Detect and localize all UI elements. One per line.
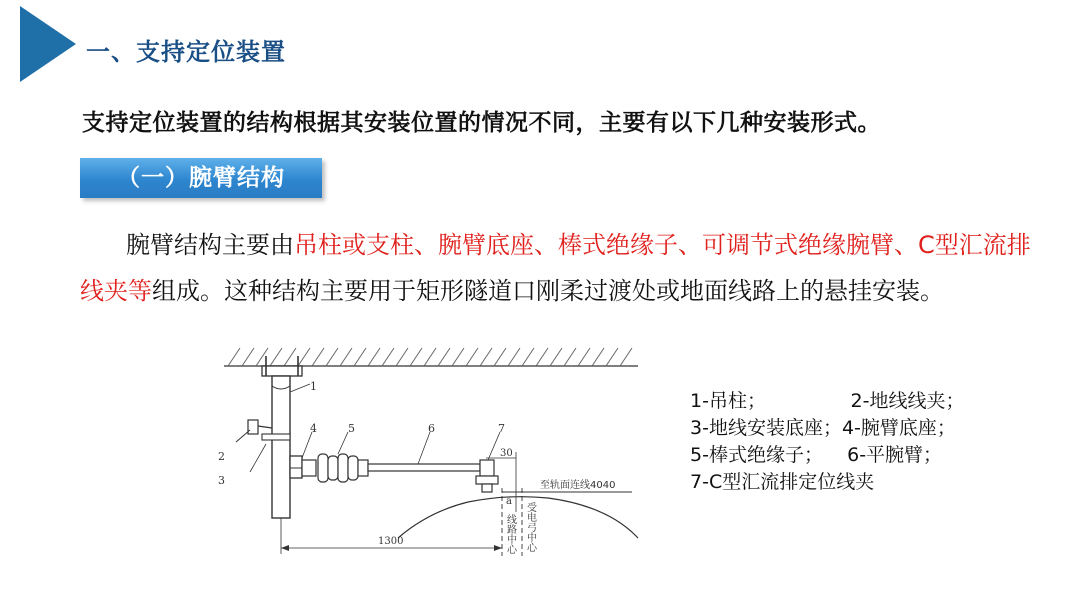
label-dim-a: a: [506, 496, 512, 507]
label-5: 5: [348, 422, 355, 435]
label-rail-line: 至轨面连线4040: [540, 480, 616, 491]
intro-text: 支持定位装置的结构根据其安装位置的情况不同，主要有以下几种安装形式。: [82, 110, 881, 136]
body-paragraph: [80, 222, 1040, 314]
rod-insulator: [302, 454, 368, 482]
legend-line: 3-地线安装底座；4-腕臂底座；: [690, 417, 956, 439]
header-triangle-icon: [20, 6, 76, 82]
paragraph-highlight: 吊柱或支柱、腕臂底座、棒式绝缘子、可调节式绝缘腕臂、C型汇流排线夹等: [80, 231, 1031, 305]
ground-wire-mount: [262, 434, 290, 440]
label-4: 4: [310, 422, 317, 435]
ground-wire-clamp: [248, 420, 258, 434]
legend-line: 1-吊柱； 2-地线线夹；: [690, 390, 965, 412]
ground-profile: [398, 497, 638, 538]
horizontal-arm: [368, 464, 480, 471]
component-legend: [690, 388, 964, 496]
label-line-center: 线路中心: [504, 514, 516, 554]
label-2: 2: [218, 450, 225, 463]
label-1: 1: [310, 380, 317, 393]
page-title: 一、支持定位装置: [86, 38, 286, 66]
hanger-bracket: [262, 366, 302, 376]
section-subheading: （一）腕臂结构: [80, 158, 322, 198]
cantilever-structure-diagram: [218, 342, 660, 564]
label-dim30: 30: [500, 448, 513, 459]
paragraph-part2: 组成。这种结构主要用于矩形隧道口刚柔过渡处或地面线路上的悬挂安装。: [152, 277, 944, 305]
label-pantograph-center: 受电弓中心: [524, 502, 536, 552]
label-3: 3: [218, 474, 225, 487]
legend-line: 5-棒式绝缘子； 6-平腕臂；: [690, 444, 943, 466]
paragraph-part1: 腕臂结构主要由: [126, 231, 294, 259]
label-7: 7: [498, 422, 505, 435]
label-6: 6: [428, 422, 435, 435]
legend-line: 7-C型汇流排定位线夹: [690, 471, 875, 493]
suspension-column: [272, 376, 290, 518]
ceiling-hatch: [228, 348, 632, 366]
label-dim1300: 1300: [378, 536, 404, 547]
arm-base: [290, 456, 302, 478]
